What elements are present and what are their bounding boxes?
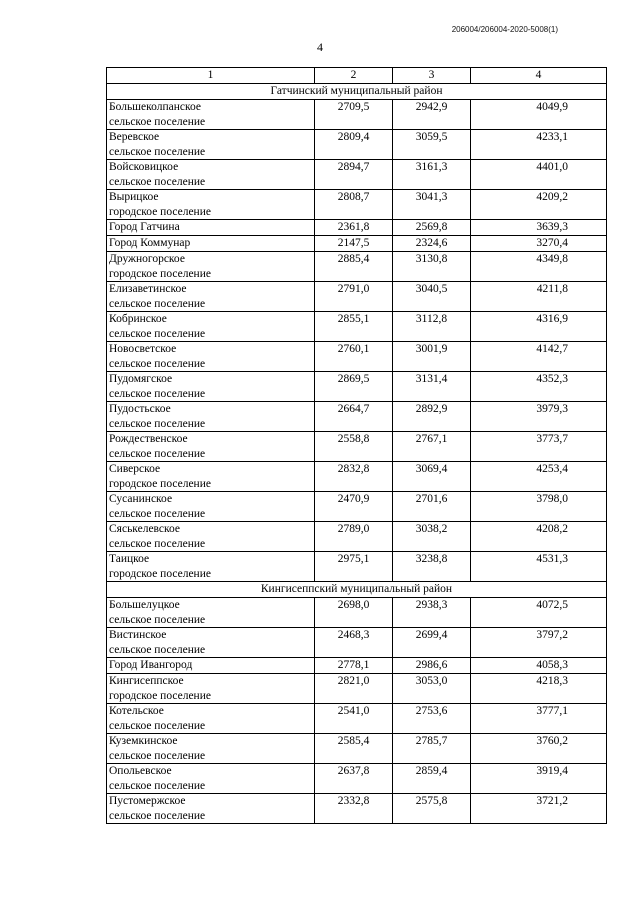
value-col4: 3797,2 — [471, 628, 607, 658]
value-col2: 2808,7 — [315, 190, 393, 220]
value-col4: 4072,5 — [471, 598, 607, 628]
value-col4: 4218,3 — [471, 674, 607, 704]
settlement-name: Город Ивангород — [109, 659, 193, 671]
settlement-type: сельское поселение — [109, 749, 206, 762]
value-col3: 3161,3 — [393, 160, 471, 190]
settlement-name: Большеколпанское — [109, 101, 201, 113]
settlement-name-cell — [107, 674, 315, 704]
header-cell: 3 — [393, 68, 471, 84]
settlement-name: Сиверское — [109, 463, 161, 475]
value-col3: 2575,8 — [393, 794, 471, 824]
settlement-name: Опольевское — [109, 765, 172, 777]
settlement-name-cell — [107, 794, 315, 824]
table-row — [107, 764, 607, 794]
settlement-name-cell — [107, 342, 315, 372]
settlement-name-cell — [107, 598, 315, 628]
settlement-name-cell — [107, 160, 315, 190]
value-col2: 2791,0 — [315, 282, 393, 312]
page-number: 4 — [317, 40, 323, 54]
section-header-row — [107, 582, 607, 598]
settlement-name-cell — [107, 432, 315, 462]
settlement-name: Пудомягское — [109, 373, 173, 385]
settlement-type: городское поселение — [109, 205, 211, 218]
settlement-type: сельское поселение — [109, 643, 206, 656]
value-col2: 2975,1 — [315, 552, 393, 582]
section-title: Кингисеппский муниципальный район — [107, 582, 607, 598]
settlement-type: сельское поселение — [109, 613, 206, 626]
value-col2: 2332,8 — [315, 794, 393, 824]
value-col2: 2361,8 — [315, 220, 393, 236]
settlement-type: сельское поселение — [109, 719, 206, 732]
settlement-name: Кингисеппское — [109, 675, 184, 687]
table-row — [107, 130, 607, 160]
value-col4: 3639,3 — [471, 220, 607, 236]
value-col4: 3919,4 — [471, 764, 607, 794]
settlement-name: Вырицкое — [109, 191, 159, 203]
value-col3: 3053,0 — [393, 674, 471, 704]
settlement-name-cell — [107, 462, 315, 492]
settlement-name: Город Коммунар — [109, 237, 191, 249]
table-row — [107, 372, 607, 402]
header-cell: 2 — [315, 68, 393, 84]
value-col2: 2637,8 — [315, 764, 393, 794]
settlement-type: городское поселение — [109, 567, 211, 580]
value-col3: 3238,8 — [393, 552, 471, 582]
value-col4: 4531,3 — [471, 552, 607, 582]
value-col2: 2698,0 — [315, 598, 393, 628]
settlement-name: Сяськелевское — [109, 523, 181, 535]
value-col3: 2753,6 — [393, 704, 471, 734]
settlement-name-cell — [107, 658, 315, 674]
settlement-name-cell — [107, 220, 315, 236]
value-col2: 2541,0 — [315, 704, 393, 734]
table-row — [107, 236, 607, 252]
value-col2: 2809,4 — [315, 130, 393, 160]
settlement-name-cell — [107, 764, 315, 794]
table-row — [107, 312, 607, 342]
value-col3: 2942,9 — [393, 100, 471, 130]
settlement-type: сельское поселение — [109, 175, 206, 188]
value-col4: 4049,9 — [471, 100, 607, 130]
settlement-name-cell — [107, 402, 315, 432]
table-row — [107, 282, 607, 312]
settlement-type: сельское поселение — [109, 507, 206, 520]
value-col2: 2885,4 — [315, 252, 393, 282]
settlement-name: Вистинское — [109, 629, 167, 641]
section-title: Гатчинский муниципальный район — [107, 84, 607, 100]
value-col2: 2468,3 — [315, 628, 393, 658]
value-col2: 2760,1 — [315, 342, 393, 372]
settlement-type: сельское поселение — [109, 417, 206, 430]
settlement-name: Пустомержское — [109, 795, 186, 807]
settlement-name: Кобринское — [109, 313, 167, 325]
settlement-name-cell — [107, 522, 315, 552]
header-cell: 1 — [107, 68, 315, 84]
settlement-name: Дружногорское — [109, 253, 185, 265]
value-col3: 2699,4 — [393, 628, 471, 658]
table-row — [107, 598, 607, 628]
value-col2: 2664,7 — [315, 402, 393, 432]
value-col3: 2986,6 — [393, 658, 471, 674]
table-header-row — [107, 68, 607, 84]
settlement-name: Куземкинское — [109, 735, 178, 747]
value-col2: 2832,8 — [315, 462, 393, 492]
value-col4: 3721,2 — [471, 794, 607, 824]
table-row — [107, 734, 607, 764]
settlement-type: сельское поселение — [109, 387, 206, 400]
settlement-type: сельское поселение — [109, 537, 206, 550]
settlement-name: Пудостьское — [109, 403, 171, 415]
table-row — [107, 522, 607, 552]
table-row — [107, 402, 607, 432]
value-col3: 2569,8 — [393, 220, 471, 236]
settlement-name-cell — [107, 372, 315, 402]
value-col4: 4209,2 — [471, 190, 607, 220]
value-col3: 2892,9 — [393, 402, 471, 432]
table-row — [107, 658, 607, 674]
settlement-name: Рождественское — [109, 433, 188, 445]
table-row — [107, 794, 607, 824]
table-row — [107, 190, 607, 220]
value-col4: 3798,0 — [471, 492, 607, 522]
table-row — [107, 220, 607, 236]
value-col2: 2821,0 — [315, 674, 393, 704]
settlement-type: городское поселение — [109, 477, 211, 490]
settlement-name-cell — [107, 704, 315, 734]
settlement-name-cell — [107, 190, 315, 220]
value-col3: 2859,4 — [393, 764, 471, 794]
settlement-name: Город Гатчина — [109, 221, 180, 233]
document-id: 206004/206004-2020-5008(1) — [451, 25, 558, 34]
value-col4: 3979,3 — [471, 402, 607, 432]
value-col4: 3777,1 — [471, 704, 607, 734]
settlement-type: сельское поселение — [109, 447, 206, 460]
value-col4: 4253,4 — [471, 462, 607, 492]
value-col4: 4058,3 — [471, 658, 607, 674]
value-col2: 2585,4 — [315, 734, 393, 764]
value-col2: 2894,7 — [315, 160, 393, 190]
value-col4: 4316,9 — [471, 312, 607, 342]
table-row — [107, 100, 607, 130]
table-row — [107, 432, 607, 462]
settlement-type: сельское поселение — [109, 357, 206, 370]
settlement-type: сельское поселение — [109, 809, 206, 822]
value-col3: 2701,6 — [393, 492, 471, 522]
settlement-type: сельское поселение — [109, 779, 206, 792]
value-col4: 4401,0 — [471, 160, 607, 190]
value-col4: 4142,7 — [471, 342, 607, 372]
value-col3: 3041,3 — [393, 190, 471, 220]
settlement-name-cell — [107, 100, 315, 130]
settlement-name-cell — [107, 628, 315, 658]
settlement-name-cell — [107, 492, 315, 522]
value-col4: 4233,1 — [471, 130, 607, 160]
value-col4: 4352,3 — [471, 372, 607, 402]
value-col3: 3038,2 — [393, 522, 471, 552]
value-col4: 3270,4 — [471, 236, 607, 252]
settlement-type: сельское поселение — [109, 145, 206, 158]
table-row — [107, 704, 607, 734]
table-row — [107, 628, 607, 658]
section-header-row — [107, 84, 607, 100]
value-col4: 4349,8 — [471, 252, 607, 282]
value-col2: 2869,5 — [315, 372, 393, 402]
table-row — [107, 160, 607, 190]
value-col4: 4211,8 — [471, 282, 607, 312]
value-col2: 2778,1 — [315, 658, 393, 674]
settlement-type: городское поселение — [109, 689, 211, 702]
settlement-name: Войсковицкое — [109, 161, 179, 173]
settlement-type: сельское поселение — [109, 297, 206, 310]
table-row — [107, 552, 607, 582]
settlement-name-cell — [107, 552, 315, 582]
value-col3: 3059,5 — [393, 130, 471, 160]
value-col2: 2855,1 — [315, 312, 393, 342]
value-col3: 3040,5 — [393, 282, 471, 312]
settlement-type: сельское поселение — [109, 327, 206, 340]
settlement-type: городское поселение — [109, 267, 211, 280]
value-col3: 3130,8 — [393, 252, 471, 282]
table-row — [107, 674, 607, 704]
value-col3: 3069,4 — [393, 462, 471, 492]
value-col2: 2470,9 — [315, 492, 393, 522]
settlement-name-cell — [107, 252, 315, 282]
settlement-name: Таицкое — [109, 553, 150, 565]
data-table — [106, 67, 607, 824]
settlement-name: Новосветское — [109, 343, 177, 355]
settlement-name: Сусанинское — [109, 493, 173, 505]
settlement-name-cell — [107, 734, 315, 764]
value-col3: 3001,9 — [393, 342, 471, 372]
settlement-name: Веревское — [109, 131, 160, 143]
settlement-name-cell — [107, 236, 315, 252]
value-col4: 3760,2 — [471, 734, 607, 764]
value-col2: 2147,5 — [315, 236, 393, 252]
value-col4: 4208,2 — [471, 522, 607, 552]
value-col3: 2324,6 — [393, 236, 471, 252]
value-col3: 3112,8 — [393, 312, 471, 342]
settlement-name: Котельское — [109, 705, 164, 717]
table-row — [107, 342, 607, 372]
value-col2: 2558,8 — [315, 432, 393, 462]
value-col3: 2785,7 — [393, 734, 471, 764]
value-col3: 2938,3 — [393, 598, 471, 628]
table-row — [107, 252, 607, 282]
table-row — [107, 462, 607, 492]
settlement-name-cell — [107, 312, 315, 342]
settlement-type: сельское поселение — [109, 115, 206, 128]
table-row — [107, 492, 607, 522]
settlement-name-cell — [107, 282, 315, 312]
value-col3: 2767,1 — [393, 432, 471, 462]
settlement-name: Большелуцкое — [109, 599, 180, 611]
value-col2: 2709,5 — [315, 100, 393, 130]
header-cell: 4 — [471, 68, 607, 84]
value-col3: 3131,4 — [393, 372, 471, 402]
settlement-name: Елизаветинское — [109, 283, 187, 295]
value-col4: 3773,7 — [471, 432, 607, 462]
value-col2: 2789,0 — [315, 522, 393, 552]
settlement-name-cell — [107, 130, 315, 160]
